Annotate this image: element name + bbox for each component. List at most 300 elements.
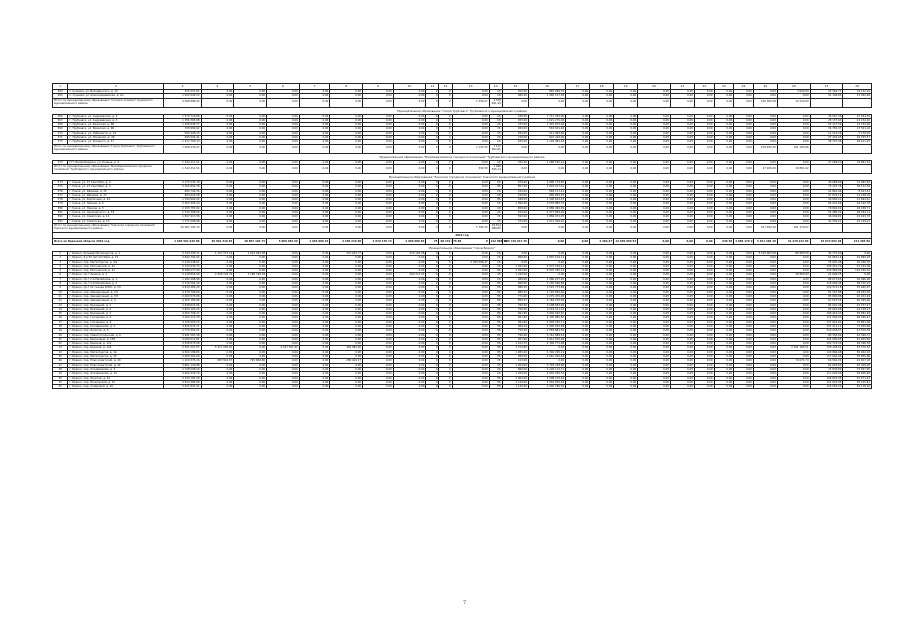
table-cell: 0 — [426, 303, 439, 307]
table-cell: г. Унеча, ул. Иванова, д. 25 — [68, 189, 164, 193]
table-cell: 0,00 — [777, 367, 810, 371]
table-cell: 13 — [53, 303, 68, 307]
table-cell: 0 — [426, 307, 439, 311]
table-cell: 0,00 — [201, 355, 234, 359]
table-cell: 0,00 — [566, 316, 590, 320]
table-cell: 804 624,28 — [164, 193, 201, 197]
table-cell: 0,00 — [234, 114, 267, 118]
table-cell: 0,00 — [734, 269, 754, 273]
municipality-header-row — [53, 173, 872, 180]
table-cell: 0,00 — [590, 333, 614, 337]
table-cell: 15 — [502, 84, 528, 90]
table-cell: 0,00 — [714, 299, 734, 303]
table-cell: 23 — [714, 84, 734, 90]
table-cell: 0,00 — [267, 277, 300, 281]
table-cell: 110 374,18 — [810, 286, 843, 290]
table-cell: г. Брянск, пер. Осоавиахима, д. 15 — [68, 372, 164, 376]
table-cell: 0,00 — [670, 144, 694, 153]
table-cell: 0,00 — [590, 160, 614, 164]
table-cell: 0,00 — [393, 193, 426, 197]
table-cell: 0,00 — [694, 211, 714, 215]
table-cell: 0,00 — [267, 342, 300, 346]
table-cell: 0,00 — [734, 363, 754, 367]
table-cell: 19 514 989,85 — [489, 223, 502, 232]
table-cell: 0,00 — [363, 286, 394, 290]
table-cell: 38 757,46 — [810, 140, 843, 144]
table-cell: 0 — [426, 342, 439, 346]
table-cell: 2 938 726,70 — [201, 273, 234, 277]
table-cell: 0,00 — [670, 260, 694, 264]
table-cell: 0,00 — [777, 294, 810, 298]
table-cell: 0,00 — [267, 219, 300, 223]
table-cell: 0 — [439, 131, 452, 135]
table-cell: 0,00 — [694, 286, 714, 290]
table-cell: 19 — [614, 84, 638, 90]
table-cell: 10 — [53, 290, 68, 294]
table-cell: 0,00 — [638, 359, 671, 363]
table-cell: 0,00 — [670, 251, 694, 255]
table-cell: 0,00 — [777, 131, 810, 135]
table-cell: 372 — [53, 140, 68, 144]
table-cell: 0,00 — [201, 324, 234, 328]
table-cell: 8 — [330, 84, 363, 90]
table-cell: ПК — [489, 346, 502, 350]
table-cell: 0,00 — [201, 264, 234, 268]
table-cell: 0 — [426, 324, 439, 328]
table-cell: 0,00 — [528, 359, 565, 363]
table-cell: 0 — [426, 376, 439, 380]
table-cell: 0 — [439, 355, 452, 359]
table-cell: 1 024 464 08 — [234, 251, 267, 255]
table-cell: 0,00 — [714, 180, 734, 184]
table-cell: 0,00 — [670, 193, 694, 197]
table-cell: 0,00 — [694, 251, 714, 255]
table-cell: 0,00 — [363, 202, 394, 206]
table-cell: 0,00 — [393, 223, 426, 232]
table-cell: 0,00 — [670, 337, 694, 341]
table-cell: 44 770 09 — [810, 251, 843, 255]
table-cell: 0,00 — [753, 123, 777, 127]
table-cell: 0,00 — [694, 277, 714, 281]
table-cell: г. Брянск, пер. Березов, д. 124 — [68, 346, 164, 350]
table-cell: 0,00 — [777, 329, 810, 333]
table-cell: 0,00 — [734, 114, 754, 118]
table-cell: 373 — [53, 160, 68, 164]
table-cell: 866,00 — [502, 367, 528, 371]
table-cell: 0,00 — [201, 118, 234, 122]
table-cell: 0,00 — [452, 114, 489, 118]
table-cell: 0,00 — [734, 380, 754, 384]
table-cell: 375,00 — [502, 123, 528, 127]
table-cell: 0,00 — [566, 94, 590, 98]
table-cell: 0,00 — [234, 193, 267, 197]
table-cell: 0 — [439, 193, 452, 197]
table-cell: 0 — [439, 180, 452, 184]
table-cell: 0,00 — [753, 303, 777, 307]
table-cell: 0,00 — [566, 198, 590, 202]
table-cell: 0,00 — [299, 290, 330, 294]
table-cell: 0,00 — [502, 260, 528, 264]
table-cell: 0,00 — [299, 269, 330, 273]
table-cell: 1 149,00 — [502, 380, 528, 384]
table-cell: 0,00 — [670, 376, 694, 380]
table-cell: 2 165 787,02 — [164, 206, 201, 210]
table-cell: 0,00 — [694, 94, 714, 98]
table-cell: 2 770 354,21 — [164, 329, 201, 333]
table-cell: 0,00 — [638, 376, 671, 380]
table-cell: 0,00 — [363, 282, 394, 286]
table-cell: 0,00 — [734, 215, 754, 219]
table-cell: 4 142 840,60 — [528, 290, 565, 294]
table-cell: 0,00 — [234, 320, 267, 324]
table-cell: 0,00 — [299, 299, 330, 303]
table-cell: 0,00 — [614, 131, 638, 135]
table-cell: 58 702,15 — [843, 282, 872, 286]
table-cell: 0,00 — [299, 324, 330, 328]
table-cell: 0,00 — [299, 202, 330, 206]
table-cell: 0,00 — [638, 219, 671, 223]
table-cell: 72 555,89 — [843, 324, 872, 328]
table-cell: 0,00 — [267, 98, 300, 107]
table-cell: 0,00 — [714, 320, 734, 324]
table-cell: 23 — [53, 346, 68, 350]
table-cell: 0,00 — [201, 320, 234, 324]
table-cell: 0,00 — [234, 118, 267, 122]
table-cell: 0,00 — [638, 127, 671, 131]
table-cell: 2 542 511,32 — [528, 307, 565, 311]
table-cell: 264,50 — [502, 127, 528, 131]
table-cell: 666 683,05 — [528, 193, 565, 197]
table-cell: 0,00 — [638, 282, 671, 286]
table-cell: 41 579,38 — [843, 329, 872, 333]
table-cell: 0,00 — [734, 385, 754, 389]
table-cell: 0,00 — [714, 206, 734, 210]
table-cell: 66 060,43 — [843, 316, 872, 320]
table-cell: 0,00 — [670, 90, 694, 94]
table-cell: 0 — [439, 94, 452, 98]
table-cell: 0,00 — [777, 355, 810, 359]
table-cell: 3 166 852,78 — [164, 185, 201, 189]
table-cell: 0,00 — [734, 324, 754, 328]
table-cell: 0,00 — [714, 346, 734, 350]
table-cell: 0,00 — [777, 320, 810, 324]
table-cell: 0,00 — [638, 355, 671, 359]
table-cell: 0,00 — [694, 264, 714, 268]
table-cell: 0,00 — [330, 264, 363, 268]
table-cell: 0,00 — [363, 307, 394, 311]
table-cell: 0,00 — [714, 337, 734, 341]
table-cell: 1 342 411,51 — [164, 164, 201, 173]
table-cell: 0,00 — [452, 385, 489, 389]
table-cell: 0,00 — [201, 211, 234, 215]
table-cell: 0,00 — [330, 215, 363, 219]
table-cell: СК — [489, 264, 502, 268]
table-cell: 0,00 — [267, 376, 300, 380]
table-cell: 0,00 — [363, 180, 394, 184]
table-cell: 0,00 — [590, 316, 614, 320]
table-cell: 0,00 — [566, 359, 590, 363]
table-cell: 0,00 — [566, 367, 590, 371]
table-cell: 0,00 — [566, 350, 590, 354]
table-cell — [843, 98, 872, 107]
table-cell: 0,00 — [201, 127, 234, 131]
table-cell: 0 — [439, 316, 452, 320]
table-cell: 0,00 — [734, 282, 754, 286]
table-cell: 0,00 — [299, 385, 330, 389]
table-cell: 22 — [53, 342, 68, 346]
table-cell: СК — [489, 273, 502, 277]
table-cell: 17 — [53, 320, 68, 324]
table-cell: 0,00 — [452, 277, 489, 281]
table-cell: ПК — [489, 380, 502, 384]
table-cell: 0,00 — [753, 90, 777, 94]
table-cell: 0,00 — [638, 269, 671, 273]
table-cell: 0,00 — [714, 160, 734, 164]
table-cell: 0,00 — [777, 303, 810, 307]
table-cell: г. Унеча, ул. Кирпичная, д. 44 — [68, 198, 164, 202]
table-cell: ПК — [489, 355, 502, 359]
table-cell: 0,00 — [330, 198, 363, 202]
table-cell: 0,00 — [734, 164, 754, 173]
table-cell: 0,00 — [590, 312, 614, 316]
table-cell: 28 137,63 — [810, 118, 843, 122]
table-cell: 380 — [53, 206, 68, 210]
table-cell: 26 611,15 — [843, 140, 872, 144]
table-cell: 0,00 — [777, 189, 810, 193]
table-cell: ПК — [489, 290, 502, 294]
table-cell: 0 — [426, 98, 439, 107]
table-cell: 0,00 — [753, 198, 777, 202]
table-cell: 0,00 — [614, 329, 638, 333]
table-cell: 6 — [53, 273, 68, 277]
table-cell: 0,00 — [694, 312, 714, 316]
table-cell: 4 905 052,98 — [528, 324, 565, 328]
table-cell: 0,00 — [734, 299, 754, 303]
table-cell: 0 — [426, 118, 439, 122]
table-cell: 0,00 — [267, 202, 300, 206]
table-cell: 0,00 — [393, 164, 426, 173]
table-cell: 0 — [426, 180, 439, 184]
table-cell: 0,00 — [267, 185, 300, 189]
table-cell: 34 782,37 — [810, 127, 843, 131]
table-cell: 0,00 — [670, 312, 694, 316]
table-cell: 0,00 — [452, 90, 489, 94]
table-cell: 0,00 — [614, 316, 638, 320]
table-cell — [810, 223, 843, 232]
table-cell: 0,00 — [299, 333, 330, 337]
table-cell: 0 — [426, 269, 439, 273]
table-cell: 0,00 — [234, 206, 267, 210]
table-cell: 146 380,28 — [753, 98, 777, 107]
table-cell: 4 061 265,48 — [528, 355, 565, 359]
table-cell: 36 501 310 65 — [201, 238, 234, 244]
table-cell: 1 786 365,08 — [164, 118, 201, 122]
table-cell: СК — [489, 367, 502, 371]
table-cell: 0,00 — [234, 211, 267, 215]
table-cell: 0,00 — [566, 329, 590, 333]
table-cell: 0,00 — [614, 251, 638, 255]
table-cell: 0,00 — [393, 329, 426, 333]
table-cell: 325 257,61 — [164, 90, 201, 94]
table-cell: 137 919,92 — [810, 320, 843, 324]
table-cell: 0,00 — [393, 350, 426, 354]
table-cell: 0,00 — [452, 355, 489, 359]
table-cell: 0,00 — [299, 251, 330, 255]
table-cell: 0,00 — [614, 127, 638, 131]
table-cell: 269 713,97 — [393, 273, 426, 277]
table-cell: 0,00 — [452, 189, 489, 193]
table-cell: 0,00 — [234, 290, 267, 294]
table-cell: 0 — [439, 164, 452, 173]
table-cell: 927,00 — [502, 337, 528, 341]
table-cell: Муниципальное образование "Белоберезковское городское поселение" Трубчевского муниципального района — [53, 153, 872, 160]
table-cell: 0 — [439, 342, 452, 346]
table-cell: 75 097,48 — [810, 260, 843, 264]
table-cell: 0 — [439, 219, 452, 223]
table-cell: 0,00 — [590, 185, 614, 189]
table-cell: 0,00 — [753, 180, 777, 184]
table-cell: 0,00 — [714, 264, 734, 268]
table-cell: 0,00 — [299, 350, 330, 354]
table-cell: 1 342 411,51 — [164, 160, 201, 164]
table-cell: г. Унеча, ул. 23 Сентября, д. 2 — [68, 180, 164, 184]
table-cell: 22 — [694, 84, 714, 90]
table-cell: 0,00 — [670, 118, 694, 122]
table-cell: 11 754,00 — [843, 123, 872, 127]
table-cell: 5 271 005,81 — [201, 346, 234, 350]
table-cell: 4 045 250,52 — [528, 372, 565, 376]
table-cell: 17 — [566, 84, 590, 90]
table-cell: 0,00 — [452, 215, 489, 219]
table-cell: 0,00 — [694, 320, 714, 324]
table-cell: г. Брянск, пер. Авиационный, д. 4 — [68, 299, 164, 303]
table-cell: 0,00 — [590, 376, 614, 380]
table-cell: 4 066 179 14 — [735, 239, 755, 243]
table-cell: 0,00 — [234, 299, 267, 303]
table-cell: СК — [489, 277, 502, 281]
table-cell: 0,00 — [614, 219, 638, 223]
table-cell: 83 145,81 — [843, 380, 872, 384]
table-cell: 0,00 — [590, 367, 614, 371]
table-cell: 0,00 — [452, 127, 489, 131]
table-cell — [843, 144, 872, 153]
table-cell: 879,00 — [502, 180, 528, 184]
table-cell: 429 084,00 — [330, 346, 363, 350]
table-cell: 0,00 — [363, 333, 394, 337]
table-cell: 0,00 — [753, 185, 777, 189]
table-cell: 0,00 — [694, 329, 714, 333]
table-cell: 0,00 — [299, 131, 330, 135]
table-cell: 0,00 — [638, 264, 671, 268]
table-cell: 0,00 — [614, 211, 638, 215]
table-cell: 0,00 — [590, 198, 614, 202]
table-cell: 0,00 — [566, 140, 590, 144]
table-cell: 73 107,76 — [810, 185, 843, 189]
table-cell: 0,00 — [267, 131, 300, 135]
table-cell: 0,00 — [694, 380, 714, 384]
table-cell: 0,00 — [234, 223, 267, 232]
table-cell: 0,00 — [734, 90, 754, 94]
table-cell: 0,00 — [590, 385, 614, 389]
table-cell: 0 — [439, 251, 452, 255]
table-cell: 4 220 182,29 — [164, 376, 201, 380]
table-cell: 0,00 — [234, 269, 267, 273]
table-cell: 0,00 — [267, 114, 300, 118]
table-cell: 0,00 — [753, 363, 777, 367]
table-cell: 519 932,30 — [753, 144, 777, 153]
table-cell: 0,00 — [777, 94, 810, 98]
table-cell: 0,00 — [670, 238, 694, 244]
table-cell: 0,00 — [753, 380, 777, 384]
table-cell: 0,00 — [694, 376, 714, 380]
table-cell: 0,00 — [614, 140, 638, 144]
table-cell: 0,00 — [566, 123, 590, 127]
table-cell: 0,00 — [753, 307, 777, 311]
table-cell: 0,00 — [753, 206, 777, 210]
table-cell: 0,00 — [714, 189, 734, 193]
table-cell: 0,00 — [299, 273, 330, 277]
table-cell: 0,00 — [267, 94, 300, 98]
table-cell: 0,00 — [566, 294, 590, 298]
table-cell: 0,00 — [330, 316, 363, 320]
table-cell: 0,00 — [734, 193, 754, 197]
table-cell: 3 842 702,02 — [164, 256, 201, 260]
table-cell: 0,00 — [590, 286, 614, 290]
table-cell: 27 266,20 — [810, 160, 843, 164]
table-cell: 0,00 — [267, 136, 300, 140]
table-cell: 0,00 — [267, 160, 300, 164]
table-cell: 0,00 — [614, 264, 638, 268]
municipality-header-row — [53, 107, 872, 114]
table-cell: 0,00 — [614, 286, 638, 290]
table-cell: 0 — [439, 329, 452, 333]
table-cell: 0,00 — [714, 251, 734, 255]
table-cell: 0 — [439, 144, 452, 153]
table-cell: 0,00 — [734, 256, 754, 260]
table-cell: 8 — [53, 282, 68, 286]
table-cell: 0,00 — [734, 180, 754, 184]
table-cell: 0,00 — [670, 316, 694, 320]
table-cell: 55 306,00 — [843, 363, 872, 367]
table-cell: 0,00 — [734, 202, 754, 206]
table-cell: 0,00 — [234, 98, 267, 107]
table-cell: 0,00 — [528, 251, 565, 255]
table-cell: 0,00 — [201, 90, 234, 94]
table-cell: X — [452, 238, 489, 244]
table-cell: 0 — [426, 256, 439, 260]
table-cell: 0,00 — [777, 140, 810, 144]
table-cell: 0,00 — [330, 256, 363, 260]
table-cell: 46 688,86 — [810, 180, 843, 184]
table-cell: 252,00 — [502, 90, 528, 94]
table-cell: 0,00 — [393, 206, 426, 210]
table-cell: 0,00 — [566, 277, 590, 281]
table-cell: 0,00 — [694, 269, 714, 273]
table-cell: 0,00 — [670, 299, 694, 303]
table-cell: 0,00 — [753, 202, 777, 206]
table-cell: 0,00 — [502, 223, 528, 232]
table-cell: 0,00 — [638, 260, 671, 264]
table-cell: 0,00 — [734, 312, 754, 316]
table-cell: 0,00 — [590, 277, 614, 281]
table-cell: 0,00 — [638, 90, 671, 94]
table-cell: 382 — [53, 215, 68, 219]
table-cell: 2 186 748,39 — [234, 273, 267, 277]
table-cell: 0,00 — [694, 206, 714, 210]
table-cell: 1 663 000 31 — [299, 238, 330, 244]
table-cell: 0,00 — [638, 193, 671, 197]
table-cell: 0,00 — [670, 329, 694, 333]
